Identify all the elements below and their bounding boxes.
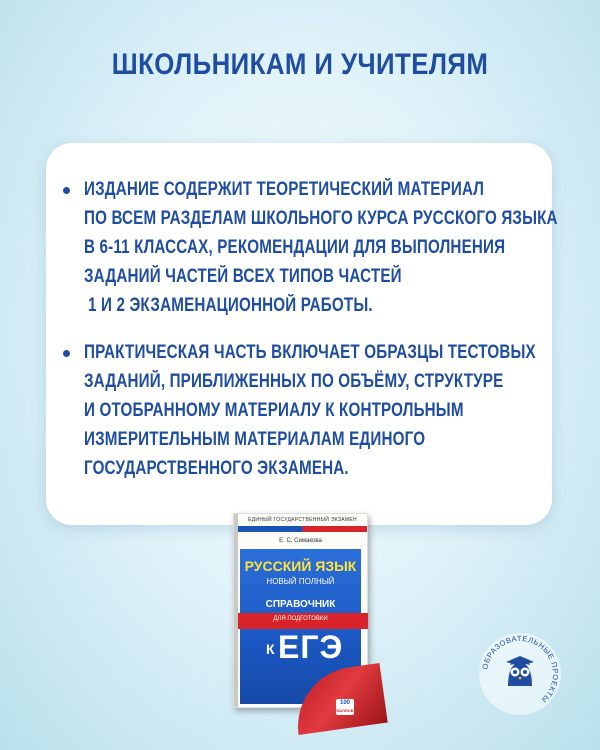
book-flag-strip — [238, 526, 367, 532]
bullet-line: ГОСУДАРСТВЕННОГО ЭКЗАМЕНА. — [84, 458, 349, 479]
book-purpose: ДЛЯ ПОДГОТОВКИ — [273, 616, 328, 622]
score-badge — [336, 699, 354, 715]
bullet-line: ИЗМЕРИТЕЛЬНЫМ МАТЕРИАЛАМ ЕДИНОГО — [84, 429, 426, 450]
book-subtitle: НОВЫЙ ПОЛНЫЙ — [266, 577, 335, 586]
bullet-item — [46, 175, 558, 320]
book-k-letter: К — [266, 641, 275, 657]
book-series: ЕДИНЫЙ ГОСУДАРСТВЕННЫЙ ЭКЗАМЕН — [248, 517, 357, 523]
bullet-line: 1 И 2 ЭКЗАМЕНАЦИОННОЙ РАБОТЫ. — [88, 295, 373, 316]
bullet-line: ИЗДАНИЕ СОДЕРЖИТ ТЕОРЕТИЧЕСКИЙ МАТЕРИАЛ — [84, 179, 485, 200]
book-subject: РУССКИЙ ЯЗЫК — [244, 558, 357, 574]
bullet-line: И ОТОБРАННОМУ МАТЕРИАЛУ К КОНТРОЛЬНЫМ — [84, 400, 464, 421]
bullet-line: ПО ВСЕМ РАЗДЕЛАМ ШКОЛЬНОГО КУРСА РУССКОГО ЯЗЫКА — [84, 208, 558, 229]
bullet-dot-icon — [63, 350, 70, 357]
page-title: ШКОЛЬНИКАМ И УЧИТЕЛЯМ — [111, 48, 489, 81]
publisher-logo — [478, 632, 562, 716]
bullet-item — [46, 338, 552, 483]
owl-icon — [506, 656, 534, 686]
book-title-word: СПРАВОЧНИК — [265, 599, 336, 610]
book-exam-title: ЕГЭ — [278, 629, 344, 665]
score-badge-number: 100 — [339, 700, 350, 706]
book-cover — [233, 513, 368, 713]
bullet-line: ЗАДАНИЙ, ПРИБЛИЖЕННЫХ ПО ОБЪЁМУ, СТРУКТУРЕ — [84, 371, 504, 392]
book-author: Е. С. Симакова — [279, 538, 322, 544]
bullet-list — [46, 175, 558, 501]
bullet-line: ПРАКТИЧЕСКАЯ ЧАСТЬ ВКЛЮЧАЕТ ОБРАЗЦЫ ТЕСТОВЫХ — [84, 342, 536, 363]
score-badge-label: БАЛЛОВ — [336, 708, 354, 713]
book-cover-panel — [240, 549, 361, 713]
logo-text: ОБРАЗОВАТЕЛЬНЫЕ ПРОЕКТЫ — [480, 633, 561, 705]
bullet-dot-icon — [63, 187, 70, 194]
info-card — [46, 143, 558, 525]
bullet-line: ЗАДАНИЙ ЧАСТЕЙ ВСЕХ ТИПОВ ЧАСТЕЙ — [84, 266, 402, 287]
bullet-line: В 6-11 КЛАССАХ, РЕКОМЕНДАЦИИ ДЛЯ ВЫПОЛНЕНИЯ — [84, 237, 506, 258]
